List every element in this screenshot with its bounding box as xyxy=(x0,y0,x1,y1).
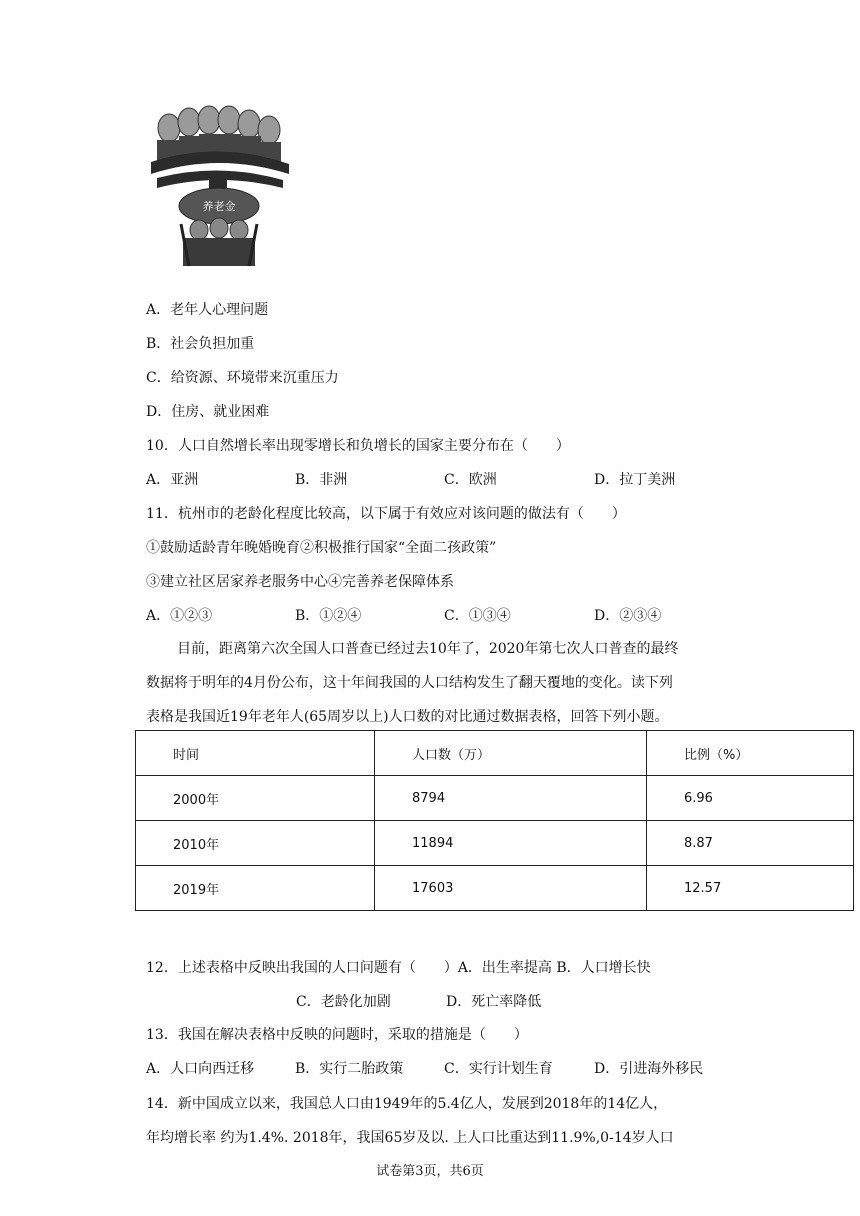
q11-option-b: B．①②④ xyxy=(295,608,362,624)
table-header-cell: 比例（%） xyxy=(647,731,854,776)
q10-option-c: C．欧洲 xyxy=(444,472,497,488)
pension-cartoon-image xyxy=(143,78,295,274)
q9-option-a: A．老年人心理问题 xyxy=(146,302,269,318)
q12-option-c: C．老龄化加剧 xyxy=(296,994,391,1010)
q11-option-c: C．①③④ xyxy=(444,608,511,624)
table-cell: 17603 xyxy=(375,866,647,911)
table-row xyxy=(136,821,854,866)
page-footer: 试卷第3页，共6页 xyxy=(376,1164,484,1179)
table-cell: 12.57 xyxy=(647,866,854,911)
q9-option-c: C．给资源、环境带来沉重压力 xyxy=(146,370,339,386)
table-cell: 2019年 xyxy=(136,866,375,911)
q14-line-2: 年均增长率 约为1.4%. 2018年，我国65岁及以. 上人口比重达到11.9%,0-14岁人口 xyxy=(146,1130,674,1146)
cartoon-caption: 养老金 xyxy=(202,200,236,213)
q11-stem: 11．杭州市的老龄化程度比较高，以下属于有效应对该问题的做法有（ ） xyxy=(146,506,626,522)
q9-option-d: D．住房、就业困难 xyxy=(146,404,270,420)
q13-option-c: C．实行计划生育 xyxy=(444,1061,553,1077)
q10-options xyxy=(146,469,786,491)
table-header-row xyxy=(136,731,854,776)
q10-option-d: D．拉丁美洲 xyxy=(594,472,676,488)
q12-stem: 12．上述表格中反映出我国的人口问题有（ ）A．出生率提高 B．人口增长快 xyxy=(146,960,651,976)
table-row xyxy=(136,866,854,911)
q11-option-a: A．①②③ xyxy=(146,608,213,624)
q13-option-d: D．引进海外移民 xyxy=(594,1061,704,1077)
passage-line-3: 表格是我国近19年老年人(65周岁以上)人口数的对比通过数据表格，回答下列小题。 xyxy=(146,709,669,725)
q13-stem: 13．我国在解决表格中反映的问题时，采取的措施是（ ） xyxy=(146,1027,528,1043)
q13-option-b: B．实行二胎政策 xyxy=(295,1061,404,1077)
table-cell: 8.87 xyxy=(647,821,854,866)
table-cell: 2000年 xyxy=(136,776,375,821)
q11-statement-line1: ①鼓励适龄青年晚婚晚育②积极推行国家“全面二孩政策” xyxy=(146,540,497,556)
table-row xyxy=(136,776,854,821)
elderly-population-table xyxy=(135,730,854,911)
q10-stem: 10．人口自然增长率出现零增长和负增长的国家主要分布在（ ） xyxy=(146,438,570,454)
q14-line-1: 14．新中国成立以来，我国总人口由1949年的5.4亿人，发展到2018年的14亿人， xyxy=(146,1096,668,1112)
q9-option-b: B．社会负担加重 xyxy=(146,336,255,352)
table-header-cell: 人口数（万） xyxy=(375,731,647,776)
table-cell: 6.96 xyxy=(647,776,854,821)
q11-option-d: D．②③④ xyxy=(594,608,662,624)
table-header-cell: 时间 xyxy=(136,731,375,776)
q11-options xyxy=(146,605,786,627)
q13-options xyxy=(146,1058,786,1080)
table-cell: 11894 xyxy=(375,821,647,866)
q10-option-a: A．亚洲 xyxy=(146,472,199,488)
passage-line-2: 数据将于明年的4月份公布，这十年间我国的人口结构发生了翻天覆地的变化。读下列 xyxy=(146,675,673,691)
cartoon-drawing xyxy=(143,78,295,274)
passage-line-1: 目前，距离第六次全国人口普查已经过去10年了，2020年第七次人口普查的最终 xyxy=(177,641,679,657)
q11-statement-line2: ③建立社区居家养老服务中心④完善养老保障体系 xyxy=(146,574,454,590)
q13-option-a: A．人口向西迁移 xyxy=(146,1061,255,1077)
table-cell: 8794 xyxy=(375,776,647,821)
table-cell: 2010年 xyxy=(136,821,375,866)
q10-option-b: B．非洲 xyxy=(295,472,348,488)
q12-option-d: D．死亡率降低 xyxy=(446,994,542,1010)
